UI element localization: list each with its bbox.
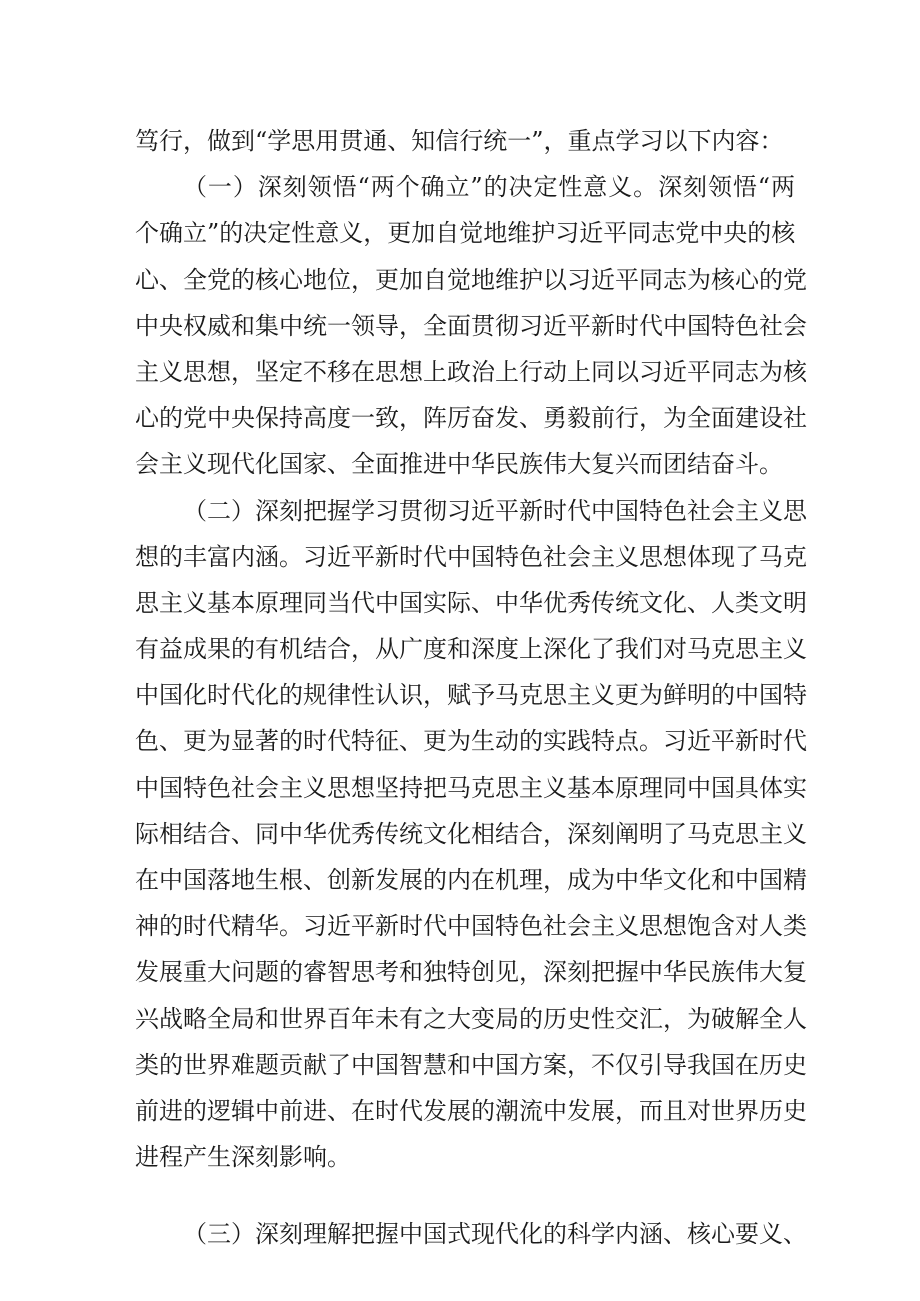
- text-line: 笃行，做到“学思用贯通、知信行统一”，重点学习以下内容：: [135, 127, 784, 155]
- text-line: （三）深刻理解把握中国式现代化的科学内涵、核心要义、: [183, 1220, 807, 1249]
- text-line: 在中国落地生根、创新发展的内在机理，成为中华文化和中国精: [135, 866, 807, 894]
- text-line: 中国特色社会主义思想坚持把马克思主义基本原理同中国具体实: [135, 773, 807, 802]
- text-line: 主义思想，坚定不移在思想上政治上行动上同以习近平同志为核: [135, 357, 807, 386]
- text-line: 中国化时代化的规律性认识，赋予马克思主义更为鲜明的中国特: [135, 681, 807, 710]
- paragraph-section-2: [135, 488, 807, 1181]
- text-line: 心、全党的核心地位，更加自觉地维护以习近平同志为核心的党: [135, 265, 807, 294]
- text-line: （一）深刻领悟“两个确立”的决定性意义。深刻领悟“两: [183, 173, 795, 202]
- text-line: 兴战略全局和世界百年未有之大变局的历史性交汇，为破解全人: [135, 1004, 807, 1033]
- paragraph-intro-continuation: [135, 118, 795, 164]
- text-line: 心的党中央保持高度一致，阵厉奋发、勇毅前行，为全面建设社: [135, 404, 807, 433]
- text-line: 神的时代精华。习近平新时代中国特色社会主义思想饱含对人类: [135, 912, 807, 941]
- text-line: 际相结合、同中华优秀传统文化相结合，深刻阐明了马克思主义: [135, 819, 807, 848]
- paragraph-section-3: [135, 1211, 807, 1257]
- text-line: 想的丰富内涵。习近平新时代中国特色社会主义思想体现了马克: [135, 542, 807, 571]
- text-line: 色、更为显著的时代特征、更为生动的实践特点。习近平新时代: [135, 727, 807, 756]
- document-body: [135, 118, 807, 1258]
- text-line: 思主义基本原理同当代中国实际、中华优秀传统文化、人类文明: [135, 588, 807, 617]
- paragraph-section-1: [135, 164, 807, 487]
- text-line: 进程产生深刻影响。: [135, 1143, 351, 1172]
- text-line: 前进的逻辑中前进、在时代发展的潮流中发展，而且对世界历史: [135, 1096, 807, 1125]
- text-line: 会主义现代化国家、全面推进中华民族伟大复兴而团结奋斗。: [135, 450, 783, 479]
- text-line: 中央权威和集中统一领导，全面贯彻习近平新时代中国特色社会: [135, 311, 807, 340]
- text-line: 发展重大问题的睿智思考和独特创见，深刻把握中华民族伟大复: [135, 958, 807, 987]
- text-line: 有益成果的有机结合，从广度和深度上深化了我们对马克思主义: [135, 635, 807, 664]
- text-line: （二）深刻把握学习贯彻习近平新时代中国特色社会主义思: [183, 496, 807, 525]
- text-line: 个确立”的决定性意义，更加自觉地维护习近平同志党中央的核: [135, 219, 796, 248]
- paragraph-spacing: [135, 1180, 795, 1211]
- text-line: 类的世界难题贡献了中国智慧和中国方案，不仅引导我国在历史: [135, 1050, 807, 1079]
